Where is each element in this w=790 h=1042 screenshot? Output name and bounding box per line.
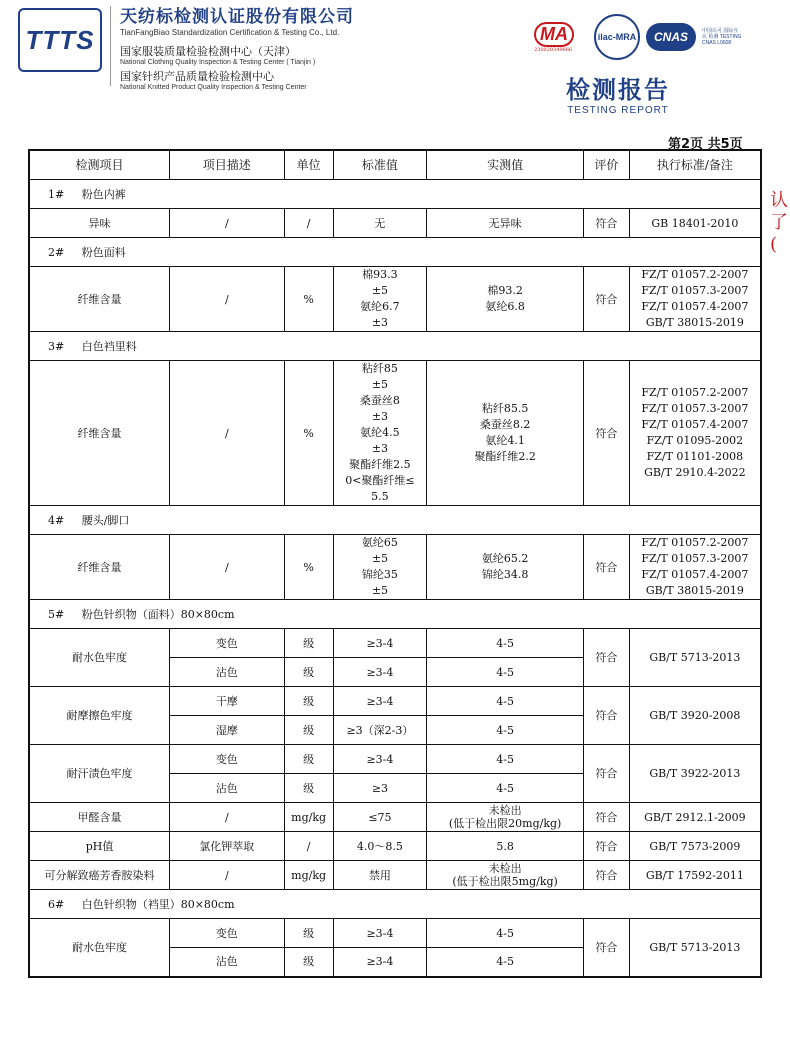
cell: 4-5 [427, 948, 584, 977]
cell: 符合 [583, 267, 629, 332]
col-header: 项目描述 [170, 150, 285, 180]
cell: ≥3-4 [333, 948, 427, 977]
section-no: 2# [48, 245, 65, 259]
cell: 沾色 [170, 774, 285, 803]
page-number: 第2页 共5页 [668, 137, 743, 152]
col-header: 检测项目 [29, 150, 170, 180]
cell: ≥3-4 [333, 687, 427, 716]
section-row [29, 332, 761, 361]
report-header [0, 0, 790, 120]
cell: 级 [284, 658, 333, 687]
cma-mark [534, 22, 588, 52]
report-title-cn: 检测报告 [566, 77, 670, 104]
section-no: 1# [48, 187, 65, 201]
cell: % [284, 267, 333, 332]
cell: 粘纤85.5 桑蚕丝8.2 氨纶4.1 聚酯纤维2.2 [427, 361, 584, 506]
cell: 4-5 [427, 687, 584, 716]
section-row [29, 890, 761, 919]
cell: 符合 [583, 919, 629, 977]
org-name-cn: 天纺标检测认证股份有限公司 [120, 7, 354, 26]
cell: 符合 [583, 687, 629, 745]
cell: 级 [284, 745, 333, 774]
section-no: 3# [48, 339, 65, 353]
cell: ≥3 [333, 774, 427, 803]
table-row [29, 803, 761, 832]
cell: 湿摩 [170, 716, 285, 745]
cell: GB/T 7573-2009 [629, 832, 761, 861]
cell: ≥3-4 [333, 629, 427, 658]
cell: 符合 [583, 209, 629, 238]
cell: mg/kg [284, 861, 333, 890]
organization-block [120, 2, 354, 91]
cnas-label: CNAS [653, 30, 688, 44]
report-title-en: TESTING REPORT [567, 105, 669, 116]
cell: % [284, 535, 333, 600]
cell: 级 [284, 687, 333, 716]
col-header: 执行标准/备注 [629, 150, 761, 180]
test-results-table [28, 149, 762, 978]
table-header-row [29, 150, 761, 180]
cell: 符合 [583, 629, 629, 687]
cell: 4-5 [427, 774, 584, 803]
header-divider [110, 6, 111, 86]
cell: 耐水色牢度 [29, 629, 170, 687]
cell: 4.0～8.5 [333, 832, 427, 861]
table-row [29, 535, 761, 600]
cell: 变色 [170, 745, 285, 774]
cell: GB/T 5713-2013 [629, 919, 761, 977]
cell: pH值 [29, 832, 170, 861]
cell: 变色 [170, 629, 285, 658]
cell: 异味 [29, 209, 170, 238]
cell: 氯化钾萃取 [170, 832, 285, 861]
cell: 耐摩擦色牢度 [29, 687, 170, 745]
cell: FZ/T 01057.2-2007 FZ/T 01057.3-2007 FZ/T 01057.4-2007 GB/T 38015-2019 [629, 535, 761, 600]
cnas-caption: 中国认可 国际互认 检测 TESTING CNAS L0608 [702, 28, 742, 46]
cell: 未检出 (低于检出限5mg/kg) [427, 861, 584, 890]
cell: / [170, 535, 285, 600]
col-header: 单位 [284, 150, 333, 180]
cell: ≥3-4 [333, 658, 427, 687]
section-row [29, 180, 761, 209]
cell: 4-5 [427, 919, 584, 948]
cell: / [284, 209, 333, 238]
center1-cn: 国家服装质量检验检测中心（天津） [120, 46, 296, 58]
cell: 4-5 [427, 745, 584, 774]
table-row [29, 267, 761, 332]
cell: 耐汗渍色牢度 [29, 745, 170, 803]
cell: ≥3（深2-3） [333, 716, 427, 745]
section-name: 白色裆里料 [81, 339, 137, 353]
section-name: 粉色内裤 [81, 187, 126, 201]
cell: GB/T 2912.1-2009 [629, 803, 761, 832]
cell: mg/kg [284, 803, 333, 832]
col-header: 评价 [583, 150, 629, 180]
table-row [29, 861, 761, 890]
cell: 氨纶65.2 锦纶34.8 [427, 535, 584, 600]
section-name: 腰头/脚口 [81, 513, 130, 527]
logo-text: TTTS [25, 24, 95, 55]
cell: / [284, 832, 333, 861]
section-row [29, 238, 761, 267]
section-title [29, 238, 761, 267]
section-no: 5# [48, 607, 65, 621]
cell: GB/T 17592-2011 [629, 861, 761, 890]
cell: 符合 [583, 745, 629, 803]
cell: 粘纤85 ±5 桑蚕丝8 ±3 氨纶4.5 ±3 聚酯纤维2.5 0<聚酯纤维≤ 5.5 [333, 361, 427, 506]
cell: 耐水色牢度 [29, 919, 170, 977]
cell: 氨纶65 ±5 锦纶35 ±5 [333, 535, 427, 600]
cell: GB 18401-2010 [629, 209, 761, 238]
table-row [29, 687, 761, 716]
cell: ≤75 [333, 803, 427, 832]
section-title [29, 506, 761, 535]
seal-stamp-fragment: 认 了 ( [770, 190, 788, 255]
section-title [29, 180, 761, 209]
section-row [29, 600, 761, 629]
report-title [566, 70, 670, 116]
cell: FZ/T 01057.2-2007 FZ/T 01057.3-2007 FZ/T 01057.4-2007 GB/T 38015-2019 [629, 267, 761, 332]
cell: 符合 [583, 535, 629, 600]
cell: 无异味 [427, 209, 584, 238]
cell: 棉93.2 氨纶6.8 [427, 267, 584, 332]
cell: 未检出 (低于检出限20mg/kg) [427, 803, 584, 832]
cnas-mark [646, 23, 696, 51]
section-name: 粉色面料 [81, 245, 126, 259]
cell: 符合 [583, 803, 629, 832]
cell: 无 [333, 209, 427, 238]
cell: 甲醛含量 [29, 803, 170, 832]
section-title [29, 890, 761, 919]
cell: 沾色 [170, 658, 285, 687]
cell: / [170, 209, 285, 238]
col-header: 标准值 [333, 150, 427, 180]
table-row [29, 745, 761, 774]
table-row [29, 629, 761, 658]
cell: 干摩 [170, 687, 285, 716]
cell: ≥3-4 [333, 919, 427, 948]
section-name: 粉色针织物（面料）80×80cm [81, 607, 235, 621]
cell: 级 [284, 948, 333, 977]
table-row [29, 361, 761, 506]
cell: 4-5 [427, 658, 584, 687]
cell: 4-5 [427, 716, 584, 745]
section-no: 4# [48, 513, 65, 527]
table-row [29, 209, 761, 238]
certification-marks [534, 14, 742, 60]
cell: 变色 [170, 919, 285, 948]
cell: FZ/T 01057.2-2007 FZ/T 01057.3-2007 FZ/T 01057.4-2007 FZ/T 01095-2002 FZ/T 01101-2008 GB/T 2910.4-2022 [629, 361, 761, 506]
cma-text: MA [534, 22, 574, 47]
cell: 棉93.3 ±5 氨纶6.7 ±3 [333, 267, 427, 332]
section-no: 6# [48, 897, 65, 911]
cell: GB/T 3922-2013 [629, 745, 761, 803]
section-title [29, 332, 761, 361]
cell: 符合 [583, 832, 629, 861]
cell: 级 [284, 774, 333, 803]
cell: 可分解致癌芳香胺染料 [29, 861, 170, 890]
cell: / [170, 803, 285, 832]
col-header: 实测值 [427, 150, 584, 180]
cell: 级 [284, 919, 333, 948]
cell: 级 [284, 716, 333, 745]
cell: / [170, 861, 285, 890]
center2-cn: 国家针织产品质量检验检测中心 [120, 71, 274, 83]
company-logo [18, 8, 102, 72]
cell: GB/T 3920-2008 [629, 687, 761, 745]
cell: ≥3-4 [333, 745, 427, 774]
cell: / [170, 361, 285, 506]
ilac-mra-mark [594, 14, 640, 60]
cma-number: 230020349666 [534, 47, 573, 53]
cell: 禁用 [333, 861, 427, 890]
center2-en: National Knitted Product Quality Inspection & Testing Center [120, 84, 307, 91]
section-row [29, 506, 761, 535]
section-name: 白色针织物（裆里）80×80cm [81, 897, 235, 911]
cell: GB/T 5713-2013 [629, 629, 761, 687]
table-row [29, 919, 761, 948]
center1-en: National Clothing Quality Inspection & Testing Center ( Tianjin ) [120, 59, 316, 66]
org-name-en: TianFangBiao Standardization Certification & Testing Co., Ltd. [120, 28, 340, 37]
cell: 沾色 [170, 948, 285, 977]
cell: % [284, 361, 333, 506]
cell: 4-5 [427, 629, 584, 658]
cell: 符合 [583, 361, 629, 506]
cell: / [170, 267, 285, 332]
cell: 纤维含量 [29, 535, 170, 600]
cell: 纤维含量 [29, 361, 170, 506]
cell: 级 [284, 629, 333, 658]
table-row [29, 832, 761, 861]
ilac-text: ilac-MRA [597, 32, 637, 42]
cell: 符合 [583, 861, 629, 890]
cell: 5.8 [427, 832, 584, 861]
cell: 纤维含量 [29, 267, 170, 332]
section-title [29, 600, 761, 629]
